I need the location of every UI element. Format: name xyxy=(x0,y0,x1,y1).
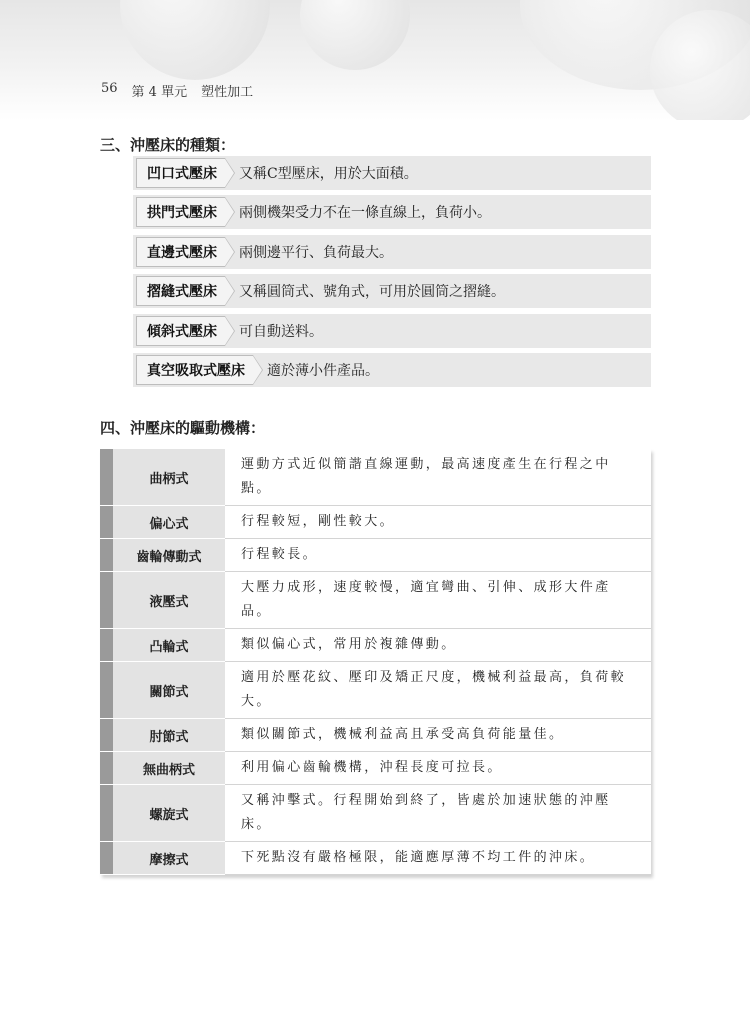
decorative-bubble xyxy=(120,0,270,80)
table-row xyxy=(100,572,651,629)
mechanism-desc: 行程較短，剛性較大。 xyxy=(225,506,651,539)
press-type-desc: 又稱C型壓床，用於大面積。 xyxy=(239,166,418,182)
row-accent-bar xyxy=(100,539,113,572)
table-row xyxy=(100,629,651,662)
section-title-press-types: 三、沖壓床的種類： xyxy=(100,136,236,154)
press-type-item xyxy=(133,353,651,387)
mechanism-name: 偏心式 xyxy=(113,506,225,539)
mechanism-desc: 利用偏心齒輪機構，沖程長度可拉長。 xyxy=(225,752,651,785)
row-accent-bar xyxy=(100,662,113,719)
press-type-name: 真空吸取式壓床 xyxy=(136,355,253,385)
press-types-list xyxy=(133,156,651,392)
mechanism-desc: 運動方式近似簡諧直線運動，最高速度產生在行程之中點。 xyxy=(225,449,651,506)
press-type-item xyxy=(133,314,651,348)
table-row xyxy=(100,842,651,875)
mechanism-desc: 類似關節式，機械利益高且承受高負荷能量佳。 xyxy=(225,719,651,752)
mechanism-name: 齒輪傳動式 xyxy=(113,539,225,572)
mechanism-name: 凸輪式 xyxy=(113,629,225,662)
press-type-desc: 兩側機架受力不在一條直線上，負荷小。 xyxy=(239,205,491,222)
table-row xyxy=(100,785,651,842)
mechanism-name: 關節式 xyxy=(113,662,225,719)
subject-label: 塑性加工 xyxy=(201,85,254,100)
table-row xyxy=(100,662,651,719)
section-title-drive-mechanisms: 四、沖壓床的驅動機構： xyxy=(100,419,266,437)
row-accent-bar xyxy=(100,719,113,752)
running-head xyxy=(101,81,253,100)
row-accent-bar xyxy=(100,785,113,842)
press-type-item xyxy=(133,156,651,190)
press-type-desc: 兩側邊平行、負荷最大。 xyxy=(239,244,393,261)
press-type-name: 摺縫式壓床 xyxy=(136,276,225,306)
press-type-desc: 可自動送料。 xyxy=(239,323,323,340)
page-number: 56 xyxy=(101,81,118,96)
table-row xyxy=(100,752,651,785)
mechanism-desc: 又稱沖擊式。行程開始到終了，皆處於加速狀態的沖壓床。 xyxy=(225,785,651,842)
press-type-name: 凹口式壓床 xyxy=(136,158,225,188)
mechanism-name: 螺旋式 xyxy=(113,785,225,842)
mechanism-name: 摩擦式 xyxy=(113,842,225,875)
row-accent-bar xyxy=(100,752,113,785)
decorative-bubble xyxy=(300,0,410,70)
press-type-desc: 又稱圓筒式、號角式，可用於圓筒之摺縫。 xyxy=(239,284,505,301)
row-accent-bar xyxy=(100,572,113,629)
press-type-name: 直邊式壓床 xyxy=(136,237,225,267)
mechanism-name: 無曲柄式 xyxy=(113,752,225,785)
table-row xyxy=(100,539,651,572)
mechanism-name: 肘節式 xyxy=(113,719,225,752)
mechanism-desc: 類似偏心式，常用於複雜傳動。 xyxy=(225,629,651,662)
mechanism-desc: 行程較長。 xyxy=(225,539,651,572)
press-type-item xyxy=(133,195,651,229)
row-accent-bar xyxy=(100,449,113,506)
drive-mechanism-table xyxy=(100,449,651,875)
press-type-name: 拱門式壓床 xyxy=(136,197,225,227)
row-accent-bar xyxy=(100,842,113,875)
mechanism-desc: 大壓力成形，速度較慢，適宜彎曲、引伸、成形大件產品。 xyxy=(225,572,651,629)
mechanism-name: 液壓式 xyxy=(113,572,225,629)
press-type-item xyxy=(133,274,651,308)
unit-label: 第 4 單元 xyxy=(131,85,188,100)
table-row xyxy=(100,449,651,506)
row-accent-bar xyxy=(100,506,113,539)
row-accent-bar xyxy=(100,629,113,662)
press-type-name: 傾斜式壓床 xyxy=(136,316,225,346)
mechanism-name: 曲柄式 xyxy=(113,449,225,506)
mechanism-desc: 適用於壓花紋、壓印及矯正尺度，機械利益最高，負荷較大。 xyxy=(225,662,651,719)
table-row xyxy=(100,506,651,539)
press-type-desc: 適於薄小件產品。 xyxy=(267,362,379,379)
press-type-item xyxy=(133,235,651,269)
table-row xyxy=(100,719,651,752)
header-background xyxy=(0,0,750,120)
mechanism-desc: 下死點沒有嚴格極限，能適應厚薄不均工件的沖床。 xyxy=(225,842,651,875)
